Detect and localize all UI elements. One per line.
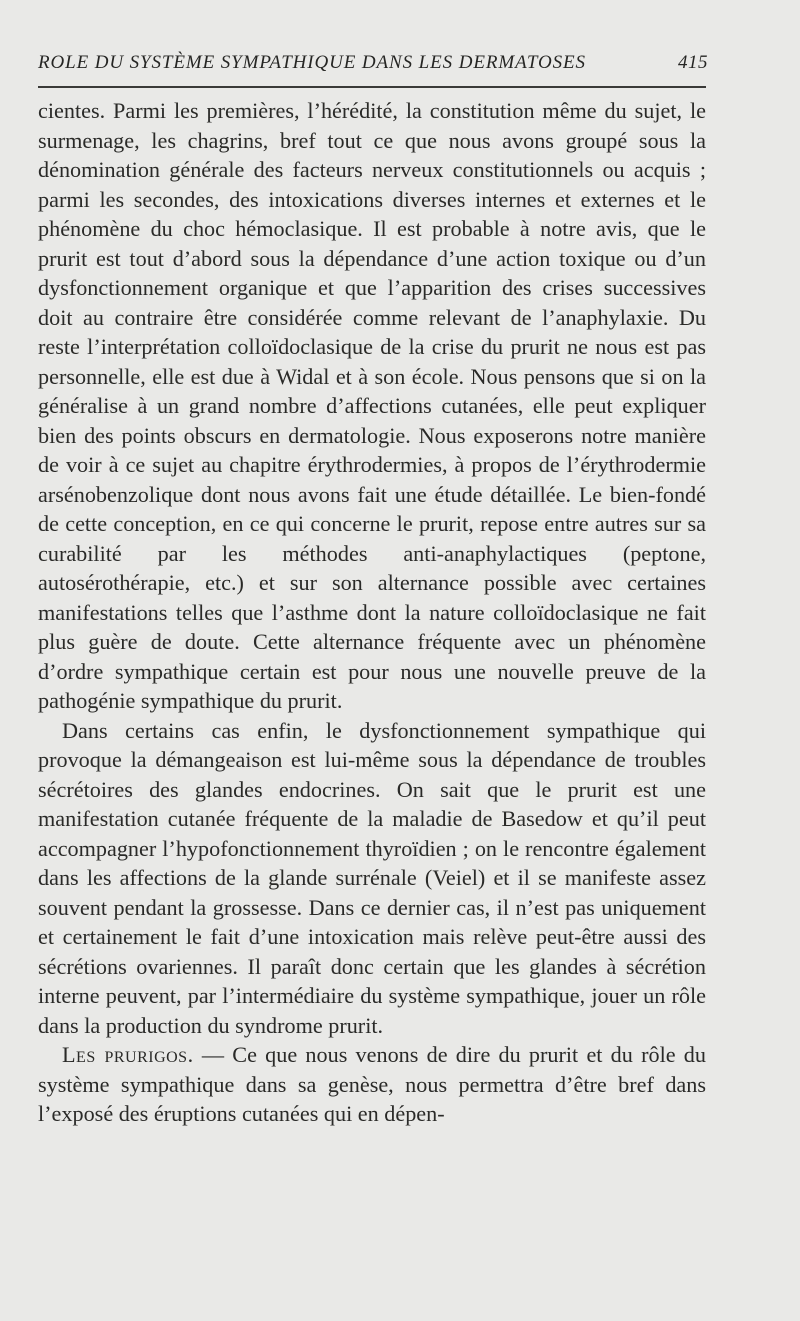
paragraph-2: Dans certains cas enfin, le dysfonctionnement sympathique qui provoque la démangeaison est lui-même sous la dépendance de troubles sécrétoires des glandes endocrines. On sait que le prurit est une manifestation cutanée fréquente de la maladie de Basedow et qu’il peut accompagner l’hypofonctionnement thyroïdien ; on le rencontre également dans les affections de la glande surrénale (Veiel) et il se manifeste assez souvent pendant la grossesse. Dans ce dernier cas, il n’est pas uniquement et certainement le fait d’une intoxication mais relève peut-être aussi des sécrétions ovariennes. Il paraît donc certain que les glandes à sécrétion interne peuvent, par l’intermédiaire du système sympathique, jouer un rôle dans la production du syndrome prurit.: [38, 717, 706, 1038]
running-title: ROLE DU SYSTÈME SYMPATHIQUE DANS LES DERMATOSES: [38, 52, 586, 73]
page-number: 415: [678, 52, 708, 73]
paragraph-3: [38, 1040, 706, 1129]
running-head: [38, 40, 708, 74]
section-heading: Les prurigos.: [62, 1042, 194, 1067]
body-text: [38, 96, 706, 1129]
header-rule: [38, 86, 706, 88]
paragraph-3-text: — Ce que nous venons de dire du prurit et du rôle du système sympathique dans sa genèse, nous permettra d’être bref dans l’exposé des éruptions cutanées qui en dépen-: [38, 1042, 706, 1126]
paragraph-1: cientes. Parmi les premières, l’hérédité, la constitution même du sujet, le surmenage, les chagrins, bref tout ce que nous avons groupé sous la dénomination générale des facteurs nerveux constitutionnels ou acquis ; parmi les secondes, des intoxications diverses internes et externes et le phénomène du choc hémoclasique. Il est probable à notre avis, que le prurit est tout d’abord sous la dépendance d’une action toxique ou d’un dysfonctionnement organique et que l’apparition des crises successives doit au contraire être considérée comme relevant de l’anaphylaxie. Du reste l’interprétation colloïdoclasique de la crise du prurit ne nous est pas personnelle, elle est due à Widal et à son école. Nous pensons que si on la généralise à un grand nombre d’affections cutanées, elle peut expliquer bien des points obscurs en dermatologie. Nous exposerons notre manière de voir à ce sujet au chapitre érythrodermies, à propos de l’érythrodermie arsénobenzolique dont nous avons fait une étude détaillée. Le bien-fondé de cette conception, en ce qui concerne le prurit, repose entre autres sur sa curabilité par les méthodes anti-anaphylactiques (peptone, autosérothérapie, etc.) et sur son alternance possible avec certaines manifestations telles que l’asthme dont la nature colloïdoclasique ne fait plus guère de doute. Cette alternance fréquente avec un phénomène d’ordre sympathique certain est pour nous une nouvelle preuve de la pathogénie sympathique du prurit.: [38, 98, 706, 713]
